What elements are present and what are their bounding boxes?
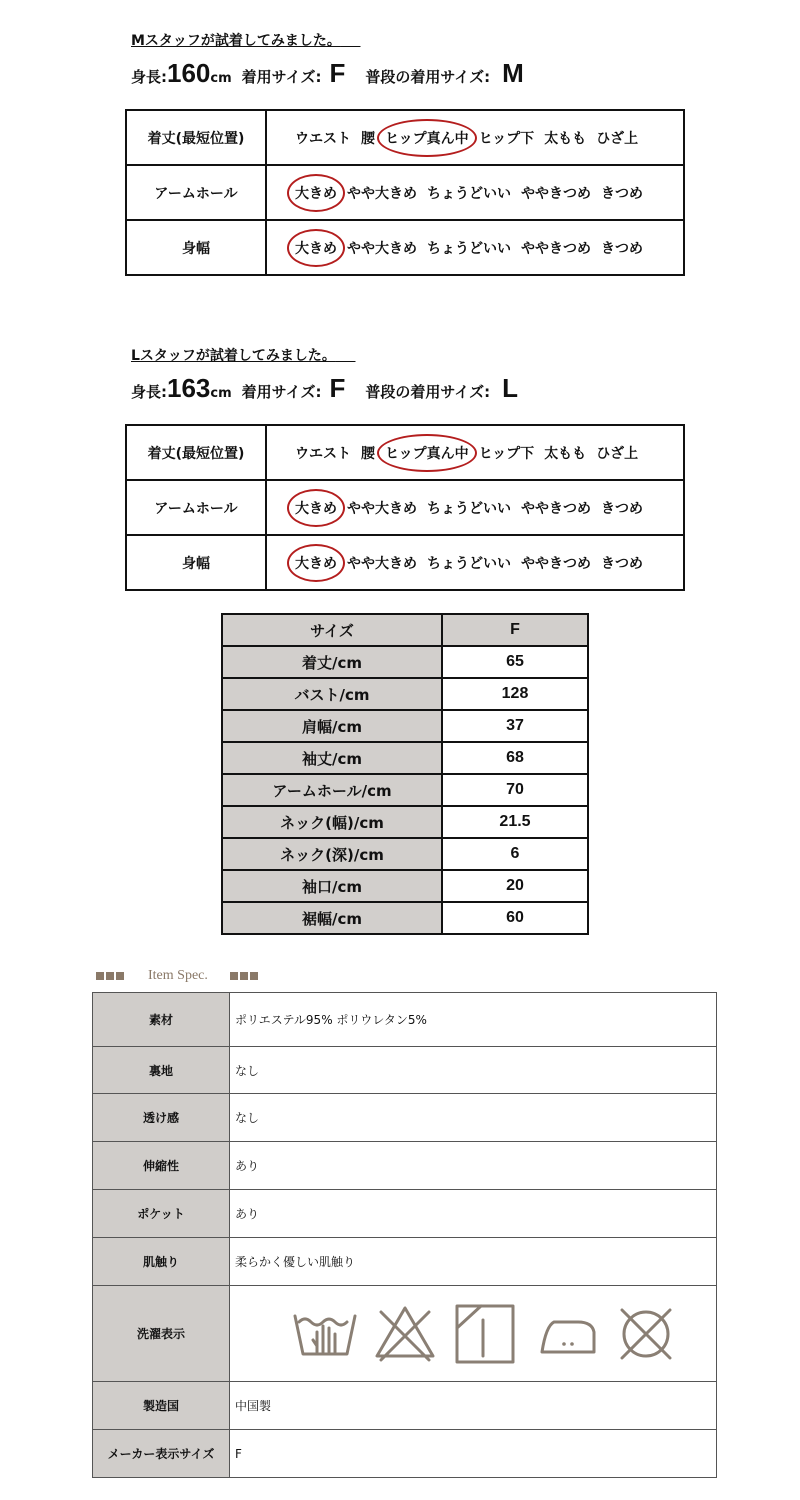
fitting-row <box>126 220 684 275</box>
height-unit: cm <box>210 71 232 86</box>
spec-value: ポリエステル95% ポリウレタン5% <box>230 993 717 1047</box>
fitting-option: ヒップ下 <box>478 445 535 462</box>
spec-value: なし <box>230 1047 717 1094</box>
staff-title: Lスタッフが試着してみました。 <box>131 348 336 364</box>
size-measure-value: 70 <box>442 774 588 806</box>
height-label: 身長: <box>131 68 167 86</box>
spec-label: 素材 <box>93 993 230 1047</box>
spec-row <box>93 1047 717 1094</box>
fitting-option: ちょうどいい <box>427 500 511 517</box>
spec-row <box>93 1094 717 1142</box>
height-value: 163 <box>167 373 211 403</box>
decor-square <box>116 972 124 980</box>
spec-row <box>93 1286 717 1382</box>
size-measure-label: バスト/cm <box>222 678 442 710</box>
usual-size-value: L <box>502 373 519 403</box>
item-spec-heading <box>96 966 260 986</box>
fitting-option: ちょうどいい <box>427 185 511 202</box>
height-unit: cm <box>210 386 232 401</box>
size-row <box>222 870 588 902</box>
size-measure-value: 60 <box>442 902 588 934</box>
spec-label: 裏地 <box>93 1047 230 1094</box>
fitting-row-label: アームホール <box>126 165 266 220</box>
height-label: 身長: <box>131 383 167 401</box>
spec-value: あり <box>230 1190 717 1238</box>
spec-label: ポケット <box>93 1190 230 1238</box>
size-measure-label: ネック(幅)/cm <box>222 806 442 838</box>
spec-value: 柔らかく優しい肌触り <box>230 1238 717 1286</box>
spec-row <box>93 1382 717 1430</box>
size-header-cell: サイズ <box>222 614 442 646</box>
size-row <box>222 838 588 870</box>
size-row <box>222 806 588 838</box>
item-spec-table <box>92 992 717 1478</box>
fitting-options <box>266 110 684 165</box>
staff-stats <box>131 58 524 92</box>
no-dry-clean-icon <box>612 1302 680 1366</box>
size-row <box>222 678 588 710</box>
fitting-option: やや大きめ <box>347 240 417 257</box>
size-measure-value: 20 <box>442 870 588 902</box>
spec-label: 透け感 <box>93 1094 230 1142</box>
fitting-row-label: 着丈(最短位置) <box>126 425 266 480</box>
size-row <box>222 742 588 774</box>
fitting-row <box>126 165 684 220</box>
fitting-table <box>125 109 685 276</box>
decor-square <box>106 972 114 980</box>
iron-low-icon <box>532 1302 600 1366</box>
fitting-option: ややきつめ <box>521 240 591 257</box>
fitting-row <box>126 425 684 480</box>
decor-square <box>230 972 238 980</box>
spec-row <box>93 993 717 1047</box>
fitting-table <box>125 424 685 591</box>
fitting-option: 太もも <box>544 445 587 462</box>
fitting-option-selected: 大きめ <box>295 238 337 258</box>
size-table-header <box>222 614 588 646</box>
size-measure-label: 肩幅/cm <box>222 710 442 742</box>
usual-size-value: M <box>502 58 524 88</box>
spec-value: あり <box>230 1142 717 1190</box>
fitting-option-selected: ヒップ真ん中 <box>385 128 469 148</box>
staff-title: Mスタッフが試着してみました。 <box>131 33 341 49</box>
fitting-option-selected: ヒップ真ん中 <box>385 443 469 463</box>
size-measure-value: 68 <box>442 742 588 774</box>
fitting-option: ウエスト <box>295 130 351 147</box>
fitting-row-label: 着丈(最短位置) <box>126 110 266 165</box>
spec-row <box>93 1190 717 1238</box>
fitting-option-selected: 大きめ <box>295 183 337 203</box>
fitting-option: きつめ <box>601 500 643 517</box>
size-measure-label: ネック(深)/cm <box>222 838 442 870</box>
wash-care-icons <box>230 1286 717 1382</box>
fitting-row-label: 身幅 <box>126 535 266 590</box>
no-bleach-icon <box>371 1302 439 1366</box>
size-table <box>221 613 589 935</box>
fitting-options <box>266 425 684 480</box>
line-dry-icon <box>451 1302 519 1366</box>
fitting-options <box>266 220 684 275</box>
spec-value: F <box>230 1430 717 1478</box>
wear-size-value: F <box>329 373 346 403</box>
fitting-row-label: アームホール <box>126 480 266 535</box>
fitting-option: ややきつめ <box>521 500 591 517</box>
spec-label: 製造国 <box>93 1382 230 1430</box>
fitting-options <box>266 165 684 220</box>
size-measure-label: 裾幅/cm <box>222 902 442 934</box>
fitting-options <box>266 480 684 535</box>
spec-row <box>93 1430 717 1478</box>
fitting-row <box>126 535 684 590</box>
size-measure-value: 65 <box>442 646 588 678</box>
spec-row <box>93 1238 717 1286</box>
fitting-option: きつめ <box>601 185 643 202</box>
wear-size-label: 着用サイズ: <box>241 383 322 401</box>
fitting-option: やや大きめ <box>347 500 417 517</box>
size-header-cell: F <box>442 614 588 646</box>
fitting-option: ひざ上 <box>596 445 639 462</box>
decor-square <box>240 972 248 980</box>
hand-wash-icon <box>291 1302 359 1366</box>
spec-label: 洗濯表示 <box>93 1286 230 1382</box>
usual-size-label: 普段の着用サイズ: <box>365 383 491 401</box>
fitting-option: ちょうどいい <box>427 240 511 257</box>
size-measure-value: 6 <box>442 838 588 870</box>
size-row <box>222 710 588 742</box>
size-row <box>222 646 588 678</box>
wear-size-value: F <box>329 58 346 88</box>
spec-value: なし <box>230 1094 717 1142</box>
size-measure-value: 128 <box>442 678 588 710</box>
item-spec-title: Item Spec. <box>148 968 208 983</box>
fitting-option: ウエスト <box>295 445 351 462</box>
size-measure-label: 着丈/cm <box>222 646 442 678</box>
fitting-option: ややきつめ <box>521 555 591 572</box>
fitting-option: ヒップ下 <box>478 130 535 147</box>
fitting-option-selected: 大きめ <box>295 553 337 573</box>
size-measure-value: 37 <box>442 710 588 742</box>
fitting-option: 腰 <box>361 130 375 147</box>
decor-square <box>250 972 258 980</box>
fitting-option: きつめ <box>601 555 643 572</box>
fitting-option: やや大きめ <box>347 555 417 572</box>
decor-square <box>96 972 104 980</box>
fitting-options <box>266 535 684 590</box>
spec-row <box>93 1142 717 1190</box>
fitting-option: 腰 <box>361 445 375 462</box>
size-measure-label: 袖丈/cm <box>222 742 442 774</box>
fitting-option: きつめ <box>601 240 643 257</box>
fitting-row <box>126 480 684 535</box>
spec-label: メーカー表示サイズ <box>93 1430 230 1478</box>
size-measure-value: 21.5 <box>442 806 588 838</box>
size-measure-label: 袖口/cm <box>222 870 442 902</box>
fitting-row-label: 身幅 <box>126 220 266 275</box>
fitting-option: 太もも <box>544 130 587 147</box>
spec-label: 肌触り <box>93 1238 230 1286</box>
staff-stats <box>131 373 518 407</box>
fitting-option: ちょうどいい <box>427 555 511 572</box>
fitting-row <box>126 110 684 165</box>
fitting-option: やや大きめ <box>347 185 417 202</box>
size-row <box>222 774 588 806</box>
spec-value: 中国製 <box>230 1382 717 1430</box>
fitting-option: ひざ上 <box>596 130 639 147</box>
size-row <box>222 902 588 934</box>
spec-label: 伸縮性 <box>93 1142 230 1190</box>
usual-size-label: 普段の着用サイズ: <box>365 68 491 86</box>
size-measure-label: アームホール/cm <box>222 774 442 806</box>
wear-size-label: 着用サイズ: <box>241 68 322 86</box>
fitting-option-selected: 大きめ <box>295 498 337 518</box>
height-value: 160 <box>167 58 211 88</box>
fitting-option: ややきつめ <box>521 185 591 202</box>
